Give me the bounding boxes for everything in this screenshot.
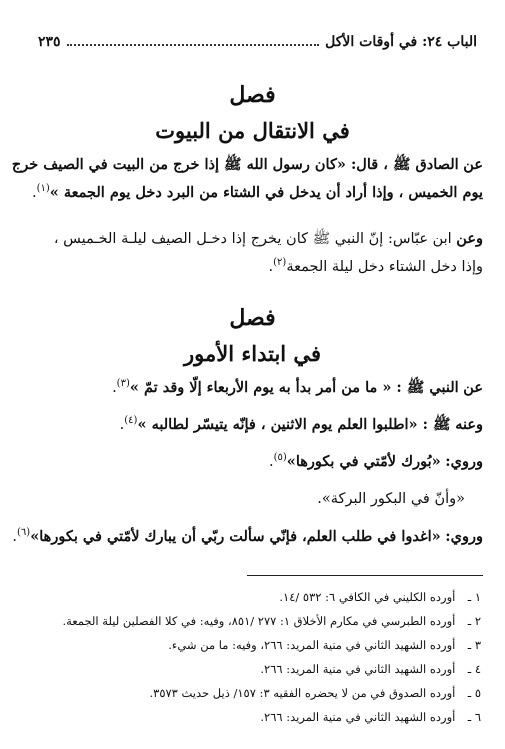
footnote bbox=[40, 684, 481, 702]
footnote bbox=[40, 588, 481, 606]
text: «وأنّ في البكور البركة». bbox=[317, 491, 465, 507]
text: يوم الخميس ، وإذا أراد أن يدخل في الشتاء من البرد دخل يوم الجمعة » bbox=[49, 184, 483, 201]
text: ابن عبّاس: إنّ النبي ﷺ كان يخرج إذا دخـل الصيف ليلـة الخـميس ، bbox=[53, 231, 452, 247]
page-number: ٢٣٥ bbox=[38, 34, 61, 50]
text: «بُورك لأمّتي في بكورها» bbox=[286, 453, 441, 470]
footnote-text: أورده الكليني في الكافي ٦: ٥٣٢ /١٤. bbox=[279, 590, 456, 604]
paragraph-line bbox=[11, 154, 483, 176]
footnote bbox=[40, 636, 481, 654]
footnote-ref: (١) bbox=[36, 183, 50, 195]
text: ﷺ : «اطلبوا العلم يوم الاثنين ، فإنّه يتيسّر لطالبه » bbox=[137, 416, 451, 433]
text: الصادق ﷺ ، قال: «كان رسول الله ﷺ إذا خرج من البيت في الصيف خرج bbox=[11, 156, 459, 173]
lead-word: وعنه bbox=[455, 416, 483, 433]
running-header bbox=[38, 30, 477, 54]
footnote-ref: (٣) bbox=[116, 378, 130, 390]
footnote-ref: (٦) bbox=[17, 527, 31, 539]
lead-word: عن bbox=[463, 379, 483, 396]
section-heading: فصل bbox=[229, 305, 276, 331]
section-title: في الانتقال من البيوت bbox=[155, 118, 350, 143]
footnote-number: ٤ ـ bbox=[467, 662, 481, 676]
paragraph-line bbox=[26, 488, 465, 510]
footnote-text: أورده الطبرسي في مكارم الأخلاق ١: ٢٧٧ /٨٥١، وفيه: في كلا الفصلين ليلة الجمعة. bbox=[62, 614, 456, 628]
footnote-text: أورده الشهيد الثاني في منية المريد: ٢٦٦، وفيه: ما من شيء. bbox=[168, 638, 456, 652]
footnote-number: ٦ ـ bbox=[467, 710, 481, 724]
footnote-ref: (٢) bbox=[273, 257, 287, 269]
footnote-divider bbox=[247, 575, 483, 576]
lead-word: وعن bbox=[456, 230, 483, 247]
paragraph-line: وإذا دخل الشتاء دخل ليلة الجمعة$^{(٢)}$. bbox=[268, 257, 483, 275]
lead-word: وروي: bbox=[445, 453, 483, 470]
chapter-title: الباب ٢٤: في أوقات الأكل bbox=[325, 34, 477, 50]
section-heading: فصل bbox=[229, 82, 276, 108]
lead-word: وروي: bbox=[445, 528, 483, 545]
footnote-number: ٣ ـ bbox=[467, 638, 481, 652]
footnote-ref: (٤) bbox=[124, 415, 138, 427]
paragraph-line bbox=[26, 228, 483, 250]
footnote-text: أورده الشهيد الثاني في منية المريد: ٢٦٦. bbox=[260, 662, 456, 676]
footnote-number: ٢ ـ bbox=[467, 614, 481, 628]
leader-dots bbox=[67, 44, 320, 46]
footnote-text: أورده الشهيد الثاني في منية المريد: ٢٦٦. bbox=[260, 710, 456, 724]
text: «اغدوا في طلب العلم، فإنّي سألت ربّي أن يبارك لأمّتي في بكورها» bbox=[30, 528, 441, 545]
text: النبي ﷺ : « ما من أمر بدأ به يوم الأربعاء إلّا وقد تمّ » bbox=[129, 379, 459, 396]
footnote-number: ٥ ـ bbox=[467, 686, 481, 700]
lead-word: عن bbox=[463, 156, 483, 173]
footnote-ref: (٥) bbox=[273, 452, 287, 464]
paragraph-line: وروي: «اغدوا في طلب العلم، فإنّي سألت ربّي أن يبارك لأمّتي في بكورها»$^{(٦)}$. bbox=[12, 527, 483, 545]
footnote bbox=[40, 660, 481, 678]
footnote bbox=[40, 708, 481, 726]
text: وإذا دخل الشتاء دخل ليلة الجمعة bbox=[286, 259, 483, 275]
paragraph-line: وروي: «بُورك لأمّتي في بكورها»$^{(٥)}$. bbox=[269, 452, 483, 470]
footnote bbox=[40, 612, 481, 630]
paragraph-line: يوم الخميس ، وإذا أراد أن يدخل في الشتاء من البرد دخل يوم الجمعة »$^{(١)}$. bbox=[31, 183, 483, 201]
footnote-number: ١ ـ bbox=[467, 590, 481, 604]
footnote-text: أورده الصدوق في من لا يحضره الفقيه ٣: ١٥٧/ ذيل حديث ٣٥٧٣. bbox=[149, 686, 456, 700]
paragraph-line: وعنه ﷺ : «اطلبوا العلم يوم الاثنين ، فإنّه يتيسّر لطالبه »$^{(٤)}$. bbox=[119, 415, 483, 433]
paragraph-line: عن النبي ﷺ : « ما من أمر بدأ به يوم الأربعاء إلّا وقد تمّ »$^{(٣)}$. bbox=[112, 378, 483, 396]
section-title: في ابتداء الأمور bbox=[184, 341, 321, 366]
